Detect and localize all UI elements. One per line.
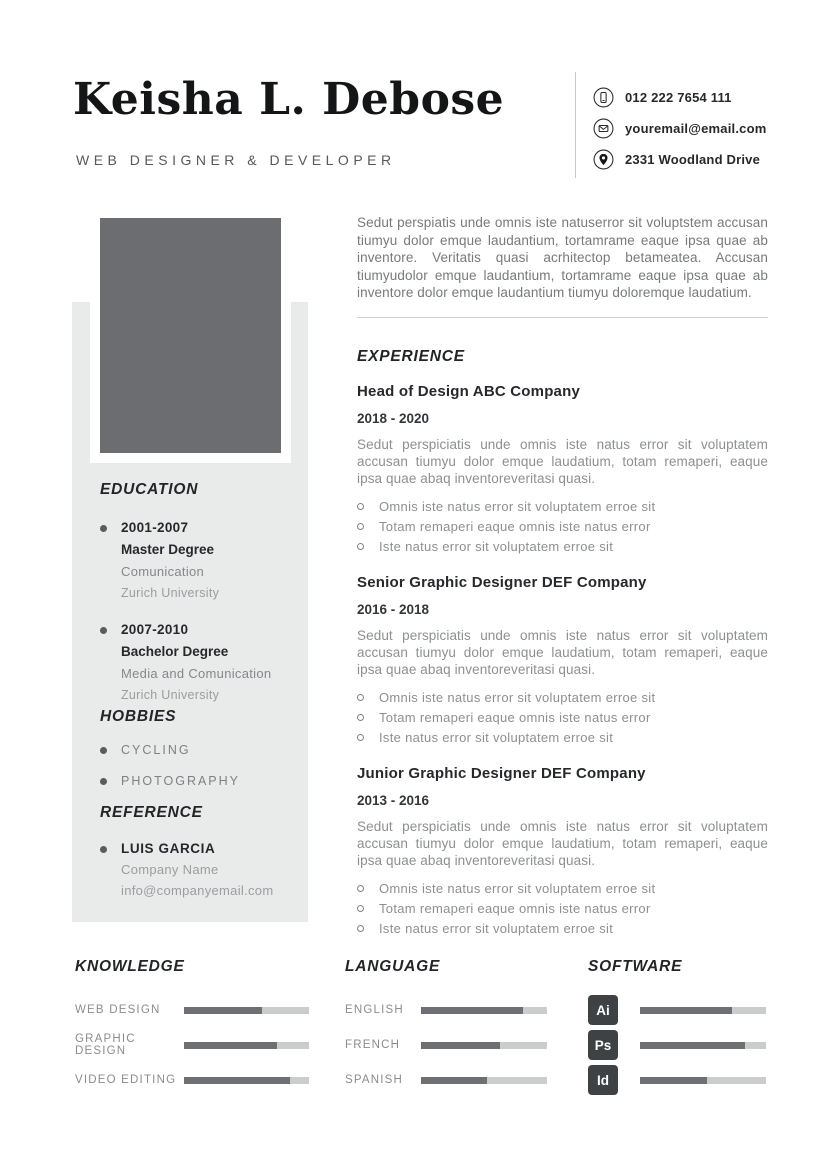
job-entry xyxy=(357,764,768,939)
skill-bar-fill xyxy=(421,1077,487,1084)
skill-bar-fill xyxy=(421,1042,500,1049)
job-bullet-list xyxy=(357,688,768,748)
dot-bullet-icon xyxy=(100,525,107,532)
circle-bullet-icon xyxy=(357,543,364,550)
skill-label: FRENCH xyxy=(345,1039,401,1051)
job-bullet xyxy=(357,497,768,517)
job-period: 2016 - 2018 xyxy=(357,601,430,617)
dot-bullet-icon xyxy=(100,778,107,785)
education-school: Zurich University xyxy=(121,586,220,600)
job-bullet-list xyxy=(357,879,768,939)
skill-label: GRAPHIC DESIGN xyxy=(75,1033,136,1057)
skill-label: ENGLISH xyxy=(345,1004,404,1016)
person-name: Keisha L. Debose xyxy=(73,74,505,125)
skill-bar-fill xyxy=(184,1077,290,1084)
skill-label: SPANISH xyxy=(345,1074,404,1086)
reference-entry-body xyxy=(121,841,273,898)
profile-photo-placeholder xyxy=(100,218,281,453)
bullet-text: Iste natus error sit voluptatem erroe sit xyxy=(379,539,614,554)
bullet-text: Totam remaperi eaque omnis iste natus error xyxy=(379,901,651,916)
bullet-text: Omnis iste natus error sit voluptatem erroe sit xyxy=(379,499,656,514)
photo-frame xyxy=(90,208,291,463)
education-field: Media and Comunication xyxy=(121,666,272,681)
job-title: Senior Graphic Designer DEF Company xyxy=(357,573,647,591)
experience-heading: EXPERIENCE xyxy=(357,347,465,365)
job-bullet xyxy=(357,899,768,919)
education-degree: Master Degree xyxy=(121,542,215,557)
education-entry xyxy=(100,622,300,702)
skill-bar-fill xyxy=(421,1007,523,1014)
circle-bullet-icon xyxy=(357,694,364,701)
skill-bar-track xyxy=(640,1042,766,1049)
circle-bullet-icon xyxy=(357,885,364,892)
job-entry xyxy=(357,573,768,748)
skill-bar-track xyxy=(421,1007,547,1014)
email-address: youremail@email.com xyxy=(625,120,767,136)
education-field: Comunication xyxy=(121,564,205,579)
phone-number: 012 222 7654 111 xyxy=(625,89,732,105)
bullet-text: Iste natus error sit voluptatem erroe sit xyxy=(379,921,614,936)
knowledge-section xyxy=(75,958,309,1087)
skill-bar-fill xyxy=(184,1007,262,1014)
education-entry-body xyxy=(121,520,219,600)
hobby-label: CYCLING xyxy=(121,743,191,757)
hobby-item xyxy=(100,743,300,757)
reference-entry xyxy=(100,841,310,898)
job-period: 2013 - 2016 xyxy=(357,792,430,808)
contact-phone-row xyxy=(593,86,766,108)
education-degree: Bachelor Degree xyxy=(121,644,229,659)
language-heading: LANGUAGE xyxy=(345,958,441,975)
job-bullet xyxy=(357,517,768,537)
dot-bullet-icon xyxy=(100,747,107,754)
education-years: 2001-2007 xyxy=(121,520,189,535)
job-bullet xyxy=(357,708,768,728)
job-bullet xyxy=(357,537,768,557)
reference-section xyxy=(100,804,310,898)
bullet-text: Totam remaperi eaque omnis iste natus error xyxy=(379,710,651,725)
skill-row xyxy=(75,1033,309,1057)
skill-bar-fill xyxy=(640,1077,707,1084)
skill-bar-track xyxy=(640,1077,766,1084)
job-bullet xyxy=(357,879,768,899)
job-title: Head of Design ABC Company xyxy=(357,382,581,400)
circle-bullet-icon xyxy=(357,523,364,530)
software-section xyxy=(588,958,766,1095)
main-column xyxy=(357,214,768,939)
job-bullet xyxy=(357,728,768,748)
bullet-text: Iste natus error sit voluptatem erroe sit xyxy=(379,730,614,745)
skill-bar-track xyxy=(421,1042,547,1049)
education-section xyxy=(100,481,300,702)
job-title: Junior Graphic Designer DEF Company xyxy=(357,764,646,782)
skill-label: VIDEO EDITING xyxy=(75,1074,177,1086)
bullet-text: Omnis iste natus error sit voluptatem erroe sit xyxy=(379,690,656,705)
illustrator-badge-icon: Ai xyxy=(588,995,618,1025)
education-school: Zurich University xyxy=(121,688,220,702)
skill-row xyxy=(345,1003,547,1017)
education-heading: EDUCATION xyxy=(100,481,199,498)
profile-summary: Sedut perspiatis unde omnis iste natuserror sit voluptstem accusan tiumyu dolor emque laudantium, tortamrame eaque ipsa quae ab inventore. Veritatis quasi acrhitectop betameatea. Accusan tiumyudolor emque laudantium, tortamrame eaque ipsa quae ab inventore dolor emque laudantium tiumyu doloremque laudatium. xyxy=(357,215,768,300)
circle-bullet-icon xyxy=(357,925,364,932)
skill-label: WEB DESIGN xyxy=(75,1004,161,1016)
email-icon xyxy=(593,118,614,139)
skill-bar-track xyxy=(184,1007,309,1014)
photoshop-badge-icon: Ps xyxy=(588,1030,618,1060)
language-section xyxy=(345,958,547,1087)
skill-row xyxy=(75,1003,309,1017)
reference-email: info@companyemail.com xyxy=(121,883,274,898)
education-entry xyxy=(100,520,300,600)
hobbies-section xyxy=(100,708,300,788)
header-divider xyxy=(575,72,576,178)
circle-bullet-icon xyxy=(357,734,364,741)
circle-bullet-icon xyxy=(357,714,364,721)
reference-name: LUIS GARCIA xyxy=(121,841,216,856)
skill-bar-track xyxy=(184,1077,309,1084)
skill-row xyxy=(75,1073,309,1087)
software-heading: SOFTWARE xyxy=(588,958,683,975)
hobbies-heading: HOBBIES xyxy=(100,708,177,725)
skill-row xyxy=(345,1073,547,1087)
education-entry-body xyxy=(121,622,271,702)
software-row xyxy=(588,1030,766,1060)
job-entry xyxy=(357,382,768,557)
skill-bar-fill xyxy=(184,1042,277,1049)
job-description: Sedut perspiciatis unde omnis iste natus error sit voluptatem accusan tiumyu dolor emque laudatium, totam remaperi, eaque ipsa quae abaq inventoreveritasi quasi. xyxy=(357,627,768,677)
skill-bar-fill xyxy=(640,1007,732,1014)
bullet-text: Totam remaperi eaque omnis iste natus error xyxy=(379,519,651,534)
contact-block xyxy=(593,86,766,170)
job-bullet xyxy=(357,688,768,708)
software-row xyxy=(588,1065,766,1095)
knowledge-heading: KNOWLEDGE xyxy=(75,958,185,975)
circle-bullet-icon xyxy=(357,905,364,912)
bullet-text: Omnis iste natus error sit voluptatem erroe sit xyxy=(379,881,656,896)
circle-bullet-icon xyxy=(357,503,364,510)
dot-bullet-icon xyxy=(100,627,107,634)
dot-bullet-icon xyxy=(100,846,107,853)
skill-bar-fill xyxy=(640,1042,745,1049)
contact-address-row xyxy=(593,148,766,170)
job-bullet-list xyxy=(357,497,768,557)
skill-bar-track xyxy=(421,1077,547,1084)
job-period: 2018 - 2020 xyxy=(357,410,430,426)
software-row xyxy=(588,995,766,1025)
location-icon xyxy=(593,149,614,170)
person-role: WEB DESIGNER & DEVELOPER xyxy=(76,152,396,168)
reference-heading: REFERENCE xyxy=(100,804,203,821)
contact-email-row xyxy=(593,117,766,139)
reference-company: Company Name xyxy=(121,862,219,877)
skill-row xyxy=(345,1038,547,1052)
hobby-item xyxy=(100,774,300,788)
job-description: Sedut perspiciatis unde omnis iste natus error sit voluptatem accusan tiumyu dolor emque laudatium, totam remaperi, eaque ipsa quae abaq inventoreveritasi quasi. xyxy=(357,818,768,868)
phone-icon xyxy=(593,87,614,108)
hobby-label: PHOTOGRAPHY xyxy=(121,774,241,788)
street-address: 2331 Woodland Drive xyxy=(625,151,761,167)
job-description: Sedut perspiciatis unde omnis iste natus error sit voluptatem accusan tiumyu dolor emque laudatium, totam remaperi, eaque ipsa quae abaq inventoreveritasi quasi. xyxy=(357,436,768,486)
skill-bar-track xyxy=(184,1042,309,1049)
job-bullet xyxy=(357,919,768,939)
skill-bar-track xyxy=(640,1007,766,1014)
indesign-badge-icon: Id xyxy=(588,1065,618,1095)
education-years: 2007-2010 xyxy=(121,622,189,637)
section-divider xyxy=(357,317,768,318)
